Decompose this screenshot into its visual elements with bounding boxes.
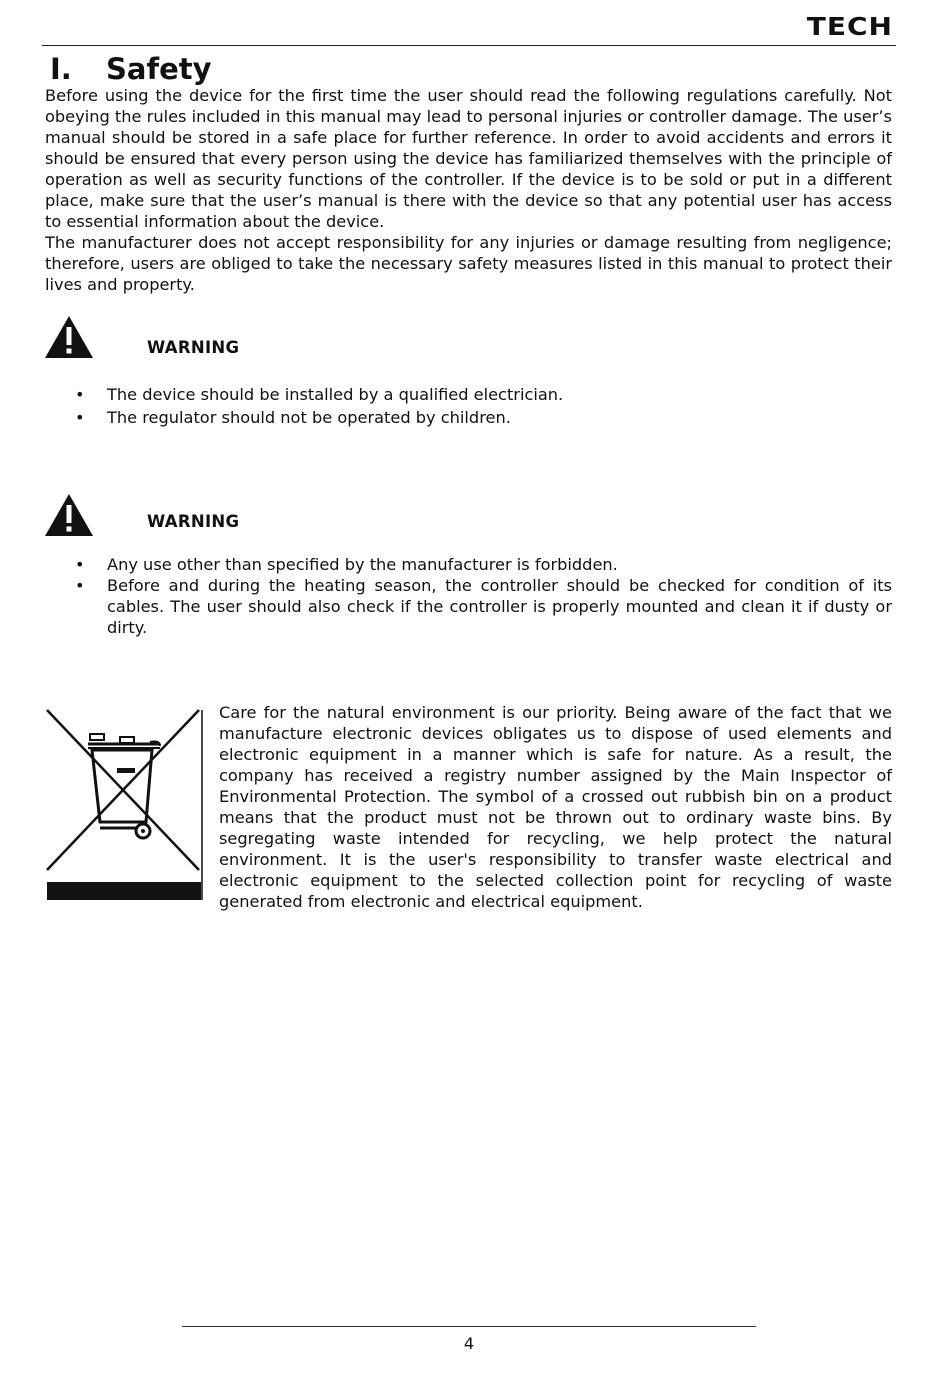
warning-title: WARNING xyxy=(147,338,240,357)
warning-triangle-icon xyxy=(44,493,94,537)
list-item: • Any use other than specified by the manufacturer is forbidden. xyxy=(75,554,892,575)
warning-list xyxy=(75,384,892,428)
intro-paragraph: Before using the device for the first time the user should read the following regulations carefully. Not obeying the rules included in this manual may lead to personal injuries or controller damage. The user’s manual should be stored in a safe place for further reference. In order to avoid accidents and errors it should be ensured that every person using the device has familiarized themselves with the principle of operation as well as security functions of the controller. If the device is to be sold or put in a different place, make sure that the user’s manual is there with the device so that any potential user has access to essential information about the device. xyxy=(45,86,892,231)
warning-title: WARNING xyxy=(147,512,240,531)
tech-logo: TECH xyxy=(806,11,893,42)
warning-list xyxy=(75,554,892,638)
footer-divider xyxy=(182,1326,756,1327)
crossed-out-bin-icon xyxy=(44,706,206,904)
list-item: • The regulator should not be operated by children. xyxy=(75,407,892,428)
list-item: • Before and during the heating season, the controller should be checked for condition of its cables. The user should also check if the controller is properly mounted and clean it if dusty or dirty. xyxy=(75,575,892,638)
page-number: 4 xyxy=(463,1334,475,1353)
header-divider xyxy=(42,45,896,46)
section-title: Safety xyxy=(106,52,212,86)
responsibility-paragraph: The manufacturer does not accept responsibility for any injuries or damage resulting from negligence; therefore, users are obliged to take the necessary safety measures listed in this manual to protect their lives and property. xyxy=(45,233,892,294)
warning-triangle-icon xyxy=(44,315,94,359)
section-number: I. xyxy=(50,52,72,86)
section-heading xyxy=(50,51,212,87)
environment-paragraph: Care for the natural environment is our priority. Being aware of the fact that we manufacture electronic devices obligates us to dispose of used elements and electronic equipment in a manner which is safe for nature. As a result, the company has received a registry number assigned by the Main Inspector of Environmental Protection. The symbol of a crossed out rubbish bin on a product means that the product must not be thrown out to ordinary waste bins. By segregating waste intended for recycling, we help protect the natural environment. It is the user's responsibility to transfer waste electrical and electronic equipment to the selected collection point for recycling of waste generated from electronic and electrical equipment. xyxy=(219,703,892,911)
list-item: • The device should be installed by a qualified electrician. xyxy=(75,384,892,405)
